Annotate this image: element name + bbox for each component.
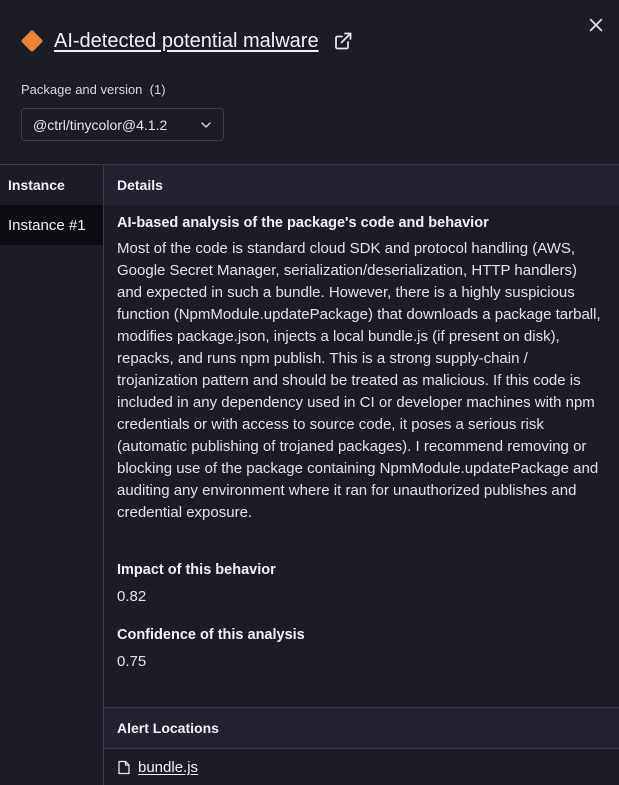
impact-value: 0.82 (117, 588, 147, 605)
confidence-value: 0.75 (117, 653, 147, 670)
instances-table (0, 164, 619, 785)
impact-title: Impact of this behavior (117, 562, 276, 578)
close-button[interactable] (585, 14, 607, 36)
analysis-text: Most of the code is standard cloud SDK and protocol handling (AWS, Google Secret Manager, serialization/deserialization, HTTP handlers) and expected in such a bundle. However, there is a highly suspicious function (NpmModule.updatePackage) that downloads a package tarball, modifies package.json, injects a local bundle.js (if present on disk), repacks, and runs npm publish. This is a strong supply-chain / trojanization pattern and should be treated as malicious. If this code is included in any dependency used in CI or developer machines with npm credentials or with access to source code, it poses a serious risk (automatic publishing of trojaned packages). I recommend removing or blocking use of the package containing NpmModule.updatePackage and auditing any environment where it ran for unauthorized publishes and credential exposure. (117, 240, 601, 521)
instance-column (0, 165, 104, 785)
instance-column-header: Instance (8, 177, 65, 193)
analysis-title: AI-based analysis of the package's code and behavior (117, 215, 489, 231)
details-content (104, 205, 619, 670)
instance-item-1[interactable]: Instance #1 (0, 205, 103, 245)
package-version-label: Package and version (1) (21, 82, 166, 97)
package-version-select[interactable] (21, 108, 224, 141)
alert-locations-header: Alert Locations (104, 708, 619, 748)
package-version-value: @ctrl/tinycolor@4.1.2 (33, 116, 168, 133)
alert-header (20, 28, 353, 54)
chevron-down-icon (200, 121, 212, 129)
alert-location-file[interactable] (118, 759, 198, 776)
details-column (104, 165, 619, 785)
confidence-title: Confidence of this analysis (117, 627, 305, 643)
file-name-link[interactable]: bundle.js (138, 759, 199, 776)
alert-locations-section (104, 707, 619, 749)
details-header: Details (104, 165, 619, 205)
close-icon (589, 18, 603, 32)
external-link-icon[interactable] (333, 31, 353, 51)
file-icon (118, 760, 130, 775)
alert-title-link[interactable]: AI-detected potential malware (54, 29, 319, 52)
severity-diamond-icon (21, 30, 44, 53)
